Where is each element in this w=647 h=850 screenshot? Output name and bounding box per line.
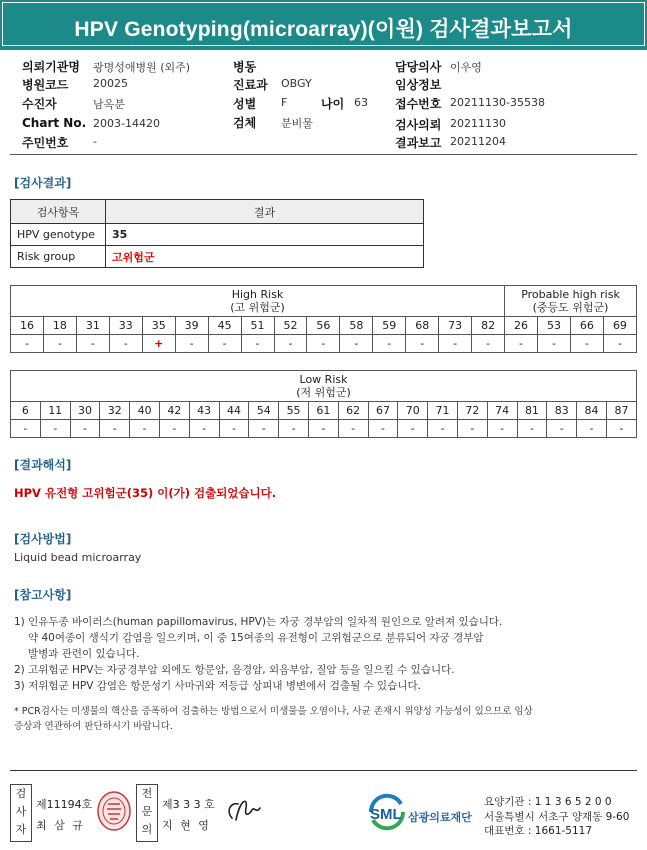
genotype-result-cell: - bbox=[274, 335, 307, 353]
receipt-no-value: 20211130-35538 bbox=[450, 96, 545, 109]
genotype-result-cell: - bbox=[11, 420, 41, 438]
request-date-label: 검사의뢰 bbox=[395, 118, 442, 132]
probable-high-risk-header-line1: Probable high risk bbox=[521, 288, 620, 301]
genotype-cell: 82 bbox=[472, 317, 505, 335]
title-bar bbox=[0, 0, 647, 50]
genotype-result-cell: - bbox=[307, 335, 340, 353]
genotype-cell: 52 bbox=[274, 317, 307, 335]
genotype-result-cell: - bbox=[368, 420, 398, 438]
genotype-result-cell: - bbox=[338, 420, 368, 438]
genotype-result-cell: - bbox=[439, 335, 472, 353]
resident-no-value: - bbox=[93, 135, 97, 148]
genotype-cell: 81 bbox=[517, 402, 547, 420]
seal-stamp-icon bbox=[96, 790, 132, 832]
method-heading: [검사방법] bbox=[14, 532, 72, 546]
genotype-cell: 40 bbox=[130, 402, 160, 420]
attending-doctor-label: 담당의사 bbox=[395, 60, 442, 74]
result-value: 35 bbox=[106, 224, 424, 246]
specialist-license-no: 제3 3 3 호 bbox=[162, 798, 215, 811]
high-risk-header bbox=[11, 286, 505, 317]
genotype-cell: 87 bbox=[606, 402, 636, 420]
genotype-cell: 31 bbox=[76, 317, 109, 335]
footer-divider bbox=[10, 770, 637, 771]
genotype-cell: 73 bbox=[439, 317, 472, 335]
age-value: 63 bbox=[354, 96, 368, 109]
low-risk-genotype-table bbox=[10, 370, 637, 438]
specialist-name: 지 현 영 bbox=[162, 819, 211, 832]
examiner-name: 최 삼 규 bbox=[36, 819, 85, 832]
genotype-result-cell: - bbox=[406, 335, 439, 353]
genotype-result-cell: - bbox=[175, 335, 208, 353]
age-label: 나이 bbox=[321, 97, 345, 111]
genotype-cell: 74 bbox=[487, 402, 517, 420]
interpretation-text: HPV 유전형 고위험군(35) 이(가) 검출되었습니다. bbox=[14, 486, 277, 500]
genotype-cell: 72 bbox=[457, 402, 487, 420]
genotype-cell: 67 bbox=[368, 402, 398, 420]
requesting-institution-label: 의뢰기관명 bbox=[22, 60, 80, 74]
reference-line: 발병과 관련이 있습니다. bbox=[28, 648, 140, 660]
org-code: 요양기관 : 1 1 3 6 5 2 0 0 bbox=[484, 796, 612, 808]
genotype-cell: 43 bbox=[189, 402, 219, 420]
patient-label: 수진자 bbox=[22, 97, 57, 111]
genotype-cell: 55 bbox=[279, 402, 309, 420]
results-heading: [검사결과] bbox=[14, 176, 72, 190]
reference-line: 2) 고위험군 HPV는 자궁경부암 외에도 항문암, 음경암, 외음부암, 질암 등을 일으킬 수 있습니다. bbox=[14, 664, 455, 676]
genotype-result-cell: - bbox=[457, 420, 487, 438]
genotype-cell: 6 bbox=[11, 402, 41, 420]
genotype-result-cell: - bbox=[487, 420, 517, 438]
genotype-result-cell: - bbox=[219, 420, 249, 438]
genotype-result-cell: - bbox=[606, 420, 636, 438]
request-date-value: 20211130 bbox=[450, 117, 506, 130]
genotype-cell: 71 bbox=[428, 402, 458, 420]
genotype-result-cell: - bbox=[130, 420, 160, 438]
genotype-cell: 83 bbox=[547, 402, 577, 420]
genotype-cell: 51 bbox=[241, 317, 274, 335]
genotype-cell: 18 bbox=[43, 317, 76, 335]
interpretation-heading: [결과해석] bbox=[14, 458, 72, 472]
genotype-cell: 59 bbox=[373, 317, 406, 335]
genotype-cell: 11 bbox=[40, 402, 70, 420]
low-risk-header-line2: (저 위험군) bbox=[296, 386, 351, 399]
low-risk-results-row bbox=[11, 420, 637, 438]
genotype-result-cell: - bbox=[249, 420, 279, 438]
genotype-result-cell: + bbox=[142, 335, 175, 353]
genotype-cell: 39 bbox=[175, 317, 208, 335]
department-value: OBGY bbox=[281, 77, 312, 90]
specimen-label: 검체 bbox=[233, 116, 257, 130]
genotype-result-cell: - bbox=[76, 335, 109, 353]
high-risk-genotype-table bbox=[10, 285, 637, 353]
genotype-cell: 30 bbox=[70, 402, 100, 420]
chart-no-value: 2003-14420 bbox=[93, 117, 160, 130]
genotype-result-cell: - bbox=[603, 335, 636, 353]
genotype-cell: 16 bbox=[11, 317, 44, 335]
probable-high-risk-header bbox=[505, 286, 637, 317]
department-label: 진료과 bbox=[233, 78, 268, 92]
genotype-cell: 42 bbox=[159, 402, 189, 420]
chart-no-label: Chart No. bbox=[22, 116, 87, 130]
genotype-cell: 53 bbox=[538, 317, 571, 335]
low-risk-header bbox=[11, 371, 637, 402]
genotype-cell: 35 bbox=[142, 317, 175, 335]
genotype-cell: 69 bbox=[603, 317, 636, 335]
probable-high-risk-header-line2: (중등도 위험군) bbox=[532, 301, 609, 314]
reference-line: 3) 저위험군 HPV 감염은 항문성기 사마귀와 저등급 상피내 병변에서 검출될 수 있습니다. bbox=[14, 680, 421, 692]
low-risk-header-line1: Low Risk bbox=[299, 373, 348, 386]
report-date-value: 20211204 bbox=[450, 135, 506, 148]
sex-label: 성별 bbox=[233, 97, 257, 111]
hospital-code-label: 병원코드 bbox=[22, 78, 69, 92]
hospital-code-value: 20025 bbox=[93, 77, 128, 90]
genotype-result-cell: - bbox=[398, 420, 428, 438]
genotype-result-cell: - bbox=[428, 420, 458, 438]
result-value: 고위험군 bbox=[106, 246, 424, 268]
ward-label: 병동 bbox=[233, 60, 257, 74]
genotype-result-cell: - bbox=[538, 335, 571, 353]
footnote-line: 증상과 연관하여 판단하시기 바랍니다. bbox=[14, 721, 173, 732]
organization-name: 삼광의료재단 bbox=[408, 811, 472, 824]
sex-value: F bbox=[281, 96, 288, 109]
genotype-cell: 33 bbox=[109, 317, 142, 335]
table-row bbox=[11, 224, 424, 246]
references-list bbox=[14, 614, 639, 694]
examiner-label: 검사자 bbox=[10, 784, 32, 842]
genotype-result-cell: - bbox=[189, 420, 219, 438]
resident-no-label: 주민번호 bbox=[22, 136, 69, 150]
header-divider bbox=[10, 154, 637, 155]
col-item-header: 검사항목 bbox=[11, 200, 106, 224]
results-table bbox=[10, 199, 424, 268]
genotype-result-cell: - bbox=[208, 335, 241, 353]
genotype-cell: 61 bbox=[308, 402, 338, 420]
genotype-result-cell: - bbox=[577, 420, 607, 438]
genotype-result-cell: - bbox=[547, 420, 577, 438]
report-title: HPV Genotyping(microarray)(이원) 검사결과보고서 bbox=[74, 18, 573, 41]
genotype-cell: 54 bbox=[249, 402, 279, 420]
genotype-result-cell: - bbox=[373, 335, 406, 353]
high-risk-types-row bbox=[11, 317, 637, 335]
org-address: 서울특별시 서초구 양재동 9-60 bbox=[484, 811, 630, 823]
genotype-result-cell: - bbox=[570, 335, 603, 353]
genotype-cell: 84 bbox=[577, 402, 607, 420]
report-date-label: 결과보고 bbox=[395, 136, 442, 150]
reference-line: 약 40여종이 생식기 감염을 일으키며, 이 중 15여종의 유전형이 고위험군으로 분류되어 자궁 경부암 bbox=[28, 632, 484, 644]
genotype-result-cell: - bbox=[70, 420, 100, 438]
org-phone: 대표번호 : 1661-5117 bbox=[484, 825, 593, 837]
genotype-result-cell: - bbox=[100, 420, 130, 438]
clinical-info-label: 임상정보 bbox=[395, 78, 442, 92]
genotype-cell: 66 bbox=[570, 317, 603, 335]
low-risk-types-row bbox=[11, 402, 637, 420]
references-heading: [참고사항] bbox=[14, 588, 72, 602]
sml-logo-text: SML bbox=[370, 806, 402, 823]
results-table-header bbox=[11, 200, 424, 224]
genotype-cell: 70 bbox=[398, 402, 428, 420]
genotype-result-cell: - bbox=[340, 335, 373, 353]
genotype-result-cell: - bbox=[308, 420, 338, 438]
genotype-cell: 56 bbox=[307, 317, 340, 335]
genotype-result-cell: - bbox=[40, 420, 70, 438]
high-risk-header-line1: High Risk bbox=[231, 288, 284, 301]
result-item: HPV genotype bbox=[11, 224, 106, 246]
genotype-cell: 26 bbox=[505, 317, 538, 335]
genotype-result-cell: - bbox=[11, 335, 44, 353]
genotype-cell: 45 bbox=[208, 317, 241, 335]
genotype-cell: 44 bbox=[219, 402, 249, 420]
specialist-label: 전문의 bbox=[136, 784, 158, 842]
footnote bbox=[14, 704, 639, 734]
reference-line: 1) 인유두종 바이러스(human papillomavirus, HPV)는 자궁 경부암의 일차적 원인으로 알려져 있습니다. bbox=[14, 616, 503, 628]
requesting-institution-value: 광명성애병원 (외주) bbox=[93, 61, 191, 74]
col-result-header: 결과 bbox=[106, 200, 424, 224]
examiner-license-no: 제11194호 bbox=[36, 798, 93, 811]
method-text: Liquid bead microarray bbox=[14, 551, 142, 564]
genotype-result-cell: - bbox=[109, 335, 142, 353]
genotype-result-cell: - bbox=[43, 335, 76, 353]
signature-icon bbox=[222, 790, 268, 830]
genotype-result-cell: - bbox=[505, 335, 538, 353]
attending-doctor-value: 이우영 bbox=[450, 61, 482, 74]
result-item: Risk group bbox=[11, 246, 106, 268]
genotype-cell: 62 bbox=[338, 402, 368, 420]
genotype-result-cell: - bbox=[241, 335, 274, 353]
receipt-no-label: 접수번호 bbox=[395, 97, 442, 111]
patient-value: 남옥분 bbox=[93, 98, 125, 111]
genotype-result-cell: - bbox=[472, 335, 505, 353]
table-row bbox=[11, 246, 424, 268]
footnote-line: * PCR검사는 미생물의 핵산을 증폭하여 검출하는 방법으로서 미생물을 오염이나, 사균 존재시 위양성 가능성이 있으므로 임상 bbox=[14, 706, 533, 717]
high-risk-header-line2: (고 위험군) bbox=[230, 301, 285, 314]
genotype-cell: 58 bbox=[340, 317, 373, 335]
genotype-result-cell: - bbox=[159, 420, 189, 438]
high-risk-results-row bbox=[11, 335, 637, 353]
specimen-value: 분비물 bbox=[281, 117, 313, 130]
genotype-cell: 32 bbox=[100, 402, 130, 420]
genotype-result-cell: - bbox=[517, 420, 547, 438]
genotype-result-cell: - bbox=[279, 420, 309, 438]
genotype-cell: 68 bbox=[406, 317, 439, 335]
